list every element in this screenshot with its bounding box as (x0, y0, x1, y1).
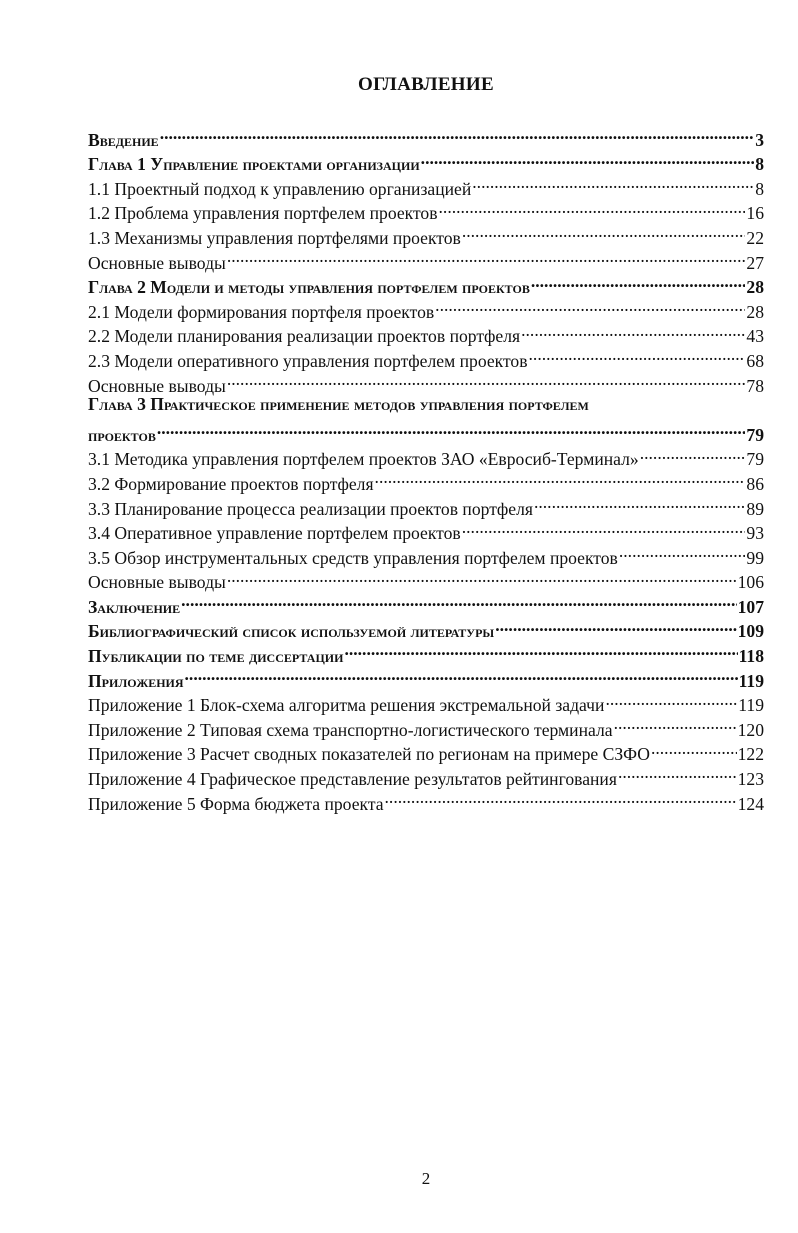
toc-dot-leader (344, 637, 737, 662)
toc-entry-page: 120 (737, 719, 764, 740)
toc-dot-leader (160, 121, 755, 146)
toc-entry-title: Приложение 5 Форма бюджета проекта (88, 793, 384, 814)
toc-dot-leader (640, 441, 746, 466)
toc-entry-title: 3.1 Методика управления портфелем проектов ЗАО «Евросиб-Терминал» (88, 449, 639, 470)
toc-entry-page: 86 (746, 473, 764, 494)
toc-dot-leader (614, 711, 737, 736)
toc-entry (88, 613, 764, 642)
toc-entry-title: проектов (88, 424, 156, 445)
toc-entry-page: 123 (737, 769, 764, 790)
toc-dot-leader (375, 465, 746, 490)
toc-entry (88, 441, 764, 470)
toc-entry-title: Библиографический список используемой литературы (88, 621, 495, 642)
toc-dot-leader (385, 785, 737, 810)
toc-dot-leader (531, 269, 746, 294)
toc-dot-leader (435, 293, 745, 318)
toc-dot-leader (529, 342, 746, 367)
toc-entry (88, 121, 764, 150)
toc-dot-leader (462, 219, 746, 244)
toc-dot-leader (472, 170, 754, 195)
toc-entry-page: 99 (746, 547, 764, 568)
toc-entry-title: Приложение 3 Расчет сводных показателей по регионам на примере СЗФО (88, 744, 650, 765)
toc-entry-page: 79 (746, 449, 764, 470)
toc-entry-title: 2.1 Модели формирования портфеля проектов (88, 301, 435, 322)
toc-entry-page: 93 (746, 523, 764, 544)
toc-entry-title: 1.1 Проектный подход к управлению организацией (88, 178, 472, 199)
toc-entry-title: Публикации по теме диссертации (88, 646, 344, 667)
toc-entry (88, 416, 764, 445)
toc-entry-page: 8 (755, 178, 764, 199)
toc-entry-title: 3.3 Планирование процесса реализации проектов портфеля (88, 498, 533, 519)
toc-entry-title: Глава 1 Управление проектами организации (88, 154, 420, 175)
toc-entry-title: Приложение 4 Графическое представление результатов рейтингования (88, 769, 617, 790)
toc-entry (88, 392, 764, 417)
toc-dot-leader (619, 539, 746, 564)
toc-dot-leader (185, 662, 738, 687)
toc-entry-page: 68 (746, 350, 764, 371)
toc-entry-page: 8 (755, 154, 764, 175)
toc-entry-page: 89 (746, 498, 764, 519)
toc-entry-page: 3 (755, 129, 764, 150)
page-title: ОГЛАВЛЕНИЕ (358, 74, 494, 95)
toc-entry-title: 3.5 Обзор инструментальных средств управления портфелем проектов (88, 547, 618, 568)
table-of-contents (88, 121, 764, 814)
toc-dot-leader (534, 490, 745, 515)
toc-entry-page: 78 (746, 375, 764, 396)
toc-entry-page: 122 (737, 744, 764, 765)
toc-entry (88, 687, 764, 716)
toc-entry-title: 2.3 Модели оперативного управления портфелем проектов (88, 350, 528, 371)
toc-entry-title: Введение (88, 129, 159, 150)
toc-entry-page: 106 (737, 572, 764, 593)
toc-entry-title: Основные выводы (88, 375, 226, 396)
toc-entry-title: Основные выводы (88, 572, 226, 593)
toc-dot-leader (521, 318, 745, 343)
toc-entry-title: Глава 2 Модели и методы управления портфелем проектов (88, 277, 530, 298)
toc-entry-page: 124 (737, 793, 764, 814)
toc-entry (88, 662, 764, 691)
toc-entry-page: 79 (746, 424, 764, 445)
toc-dot-leader (157, 416, 746, 441)
toc-dot-leader (421, 146, 755, 171)
toc-entry-page: 16 (746, 203, 764, 224)
toc-entry (88, 146, 764, 175)
toc-entry (88, 588, 764, 617)
toc-entry-title: Приложение 1 Блок-схема алгоритма решения экстремальной задачи (88, 695, 605, 716)
toc-entry-title: Заключение (88, 596, 181, 617)
toc-entry-page: 119 (738, 695, 764, 716)
toc-entry-page: 107 (737, 596, 764, 617)
toc-entry-title: Приложения (88, 670, 184, 691)
toc-dot-leader (227, 244, 746, 269)
toc-entry-page: 28 (746, 277, 764, 298)
page-number: 2 (421, 1169, 431, 1188)
toc-entry-page: 28 (746, 301, 764, 322)
toc-dot-leader (605, 687, 737, 712)
toc-entry-title: 3.4 Оперативное управление портфелем проектов (88, 523, 461, 544)
toc-dot-leader (618, 760, 737, 785)
toc-dot-leader (181, 588, 736, 613)
toc-entry-page: 118 (738, 646, 764, 667)
toc-entry-page: 109 (737, 621, 764, 642)
toc-dot-leader (462, 515, 746, 540)
toc-entry-title: Глава 3 Практическое применение методов управления портфелем (88, 393, 589, 414)
toc-dot-leader (651, 736, 737, 761)
toc-entry-title: Приложение 2 Типовая схема транспортно-логистического терминала (88, 719, 613, 740)
toc-dot-leader (227, 367, 746, 392)
toc-dot-leader (495, 613, 736, 638)
toc-entry-title: 1.3 Механизмы управления портфелями проектов (88, 227, 461, 248)
toc-entry-title: 3.2 Формирование проектов портфеля (88, 473, 374, 494)
toc-dot-leader (439, 195, 746, 220)
toc-entry-title: 1.2 Проблема управления портфелем проектов (88, 203, 438, 224)
toc-entry-page: 119 (738, 670, 764, 691)
toc-entry-page: 27 (746, 252, 764, 273)
toc-entry-page: 22 (746, 227, 764, 248)
toc-entry-page: 43 (746, 326, 764, 347)
toc-entry-title: 2.2 Модели планирования реализации проектов портфеля (88, 326, 521, 347)
toc-dot-leader (227, 564, 737, 589)
toc-entry-title: Основные выводы (88, 252, 226, 273)
